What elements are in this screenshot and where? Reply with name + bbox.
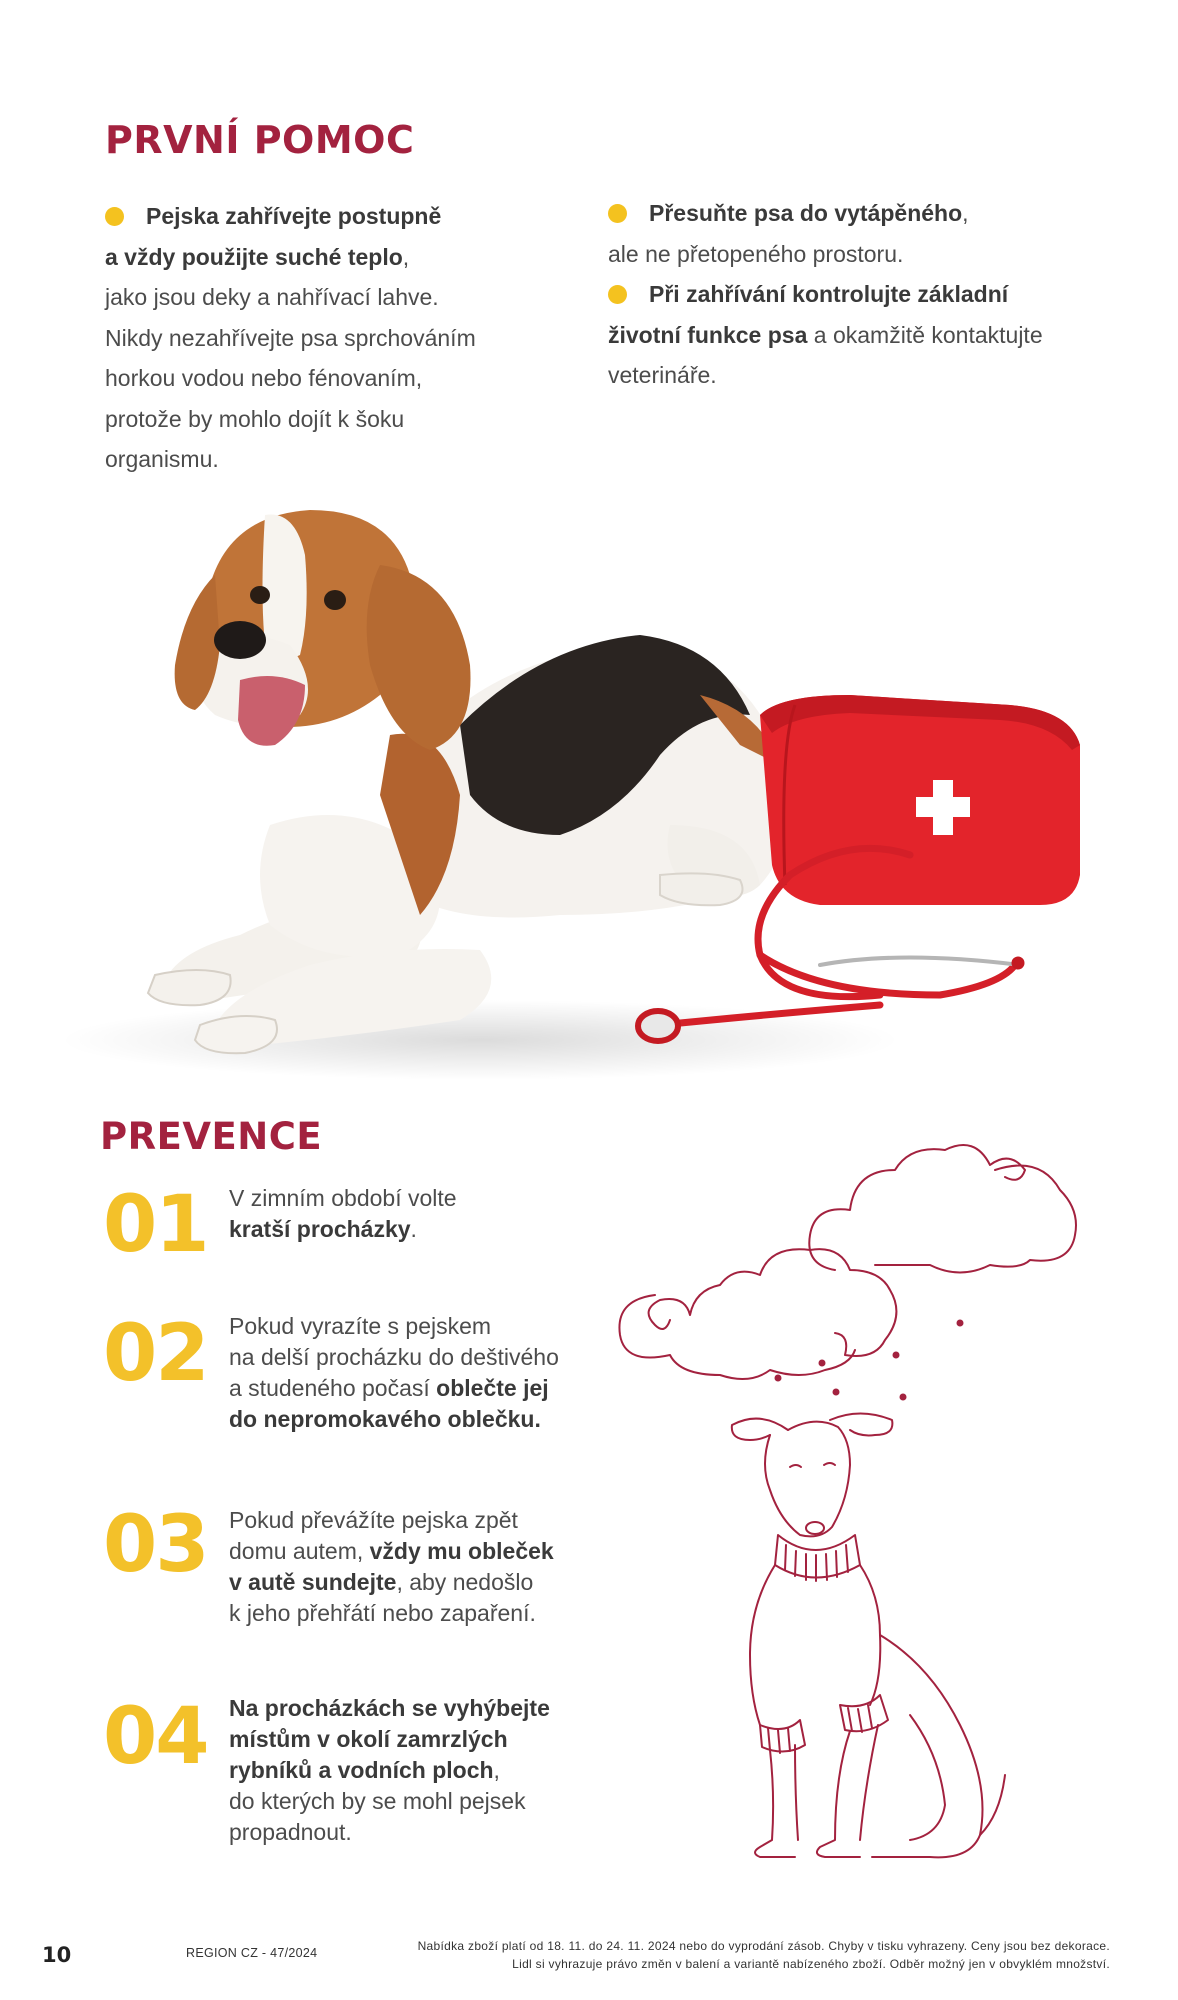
bullet-dot-icon [608,285,627,304]
bold-text: rybníků a vodních ploch [229,1757,494,1783]
line [229,1693,619,1724]
line: Nikdy nezahřívejte psa sprchováním [105,324,476,351]
line: Pokud převážíte pejska zpět [229,1507,518,1533]
line: propadnout. [229,1819,352,1845]
prevention-item-2 [229,1311,619,1435]
prevention-item-3 [229,1505,619,1629]
bullet-dot-icon [105,207,124,226]
bold-text: a vždy použijte suché teplo [105,243,403,270]
line: do kterých by se mohl pejsek [229,1788,526,1814]
section-title-prevention: PREVENCE [100,1115,323,1158]
bullet-dot-icon [608,204,627,223]
first-aid-kit-icon [760,695,1080,905]
disclaimer-line: Lidl si vyhrazuje právo změn v balení a variantě nabízeného zboží. Odběr možný jen v obvyklém množství. [512,1957,1110,1971]
line: organismu. [105,446,219,472]
line [229,1567,619,1598]
line: horkou vodou nebo fénovaním, [105,365,423,391]
step-number: 04 [103,1692,208,1782]
line: k jeho přehřátí nebo zapaření. [229,1600,536,1626]
first-aid-column-1 [105,196,575,480]
rain-drops-icon [775,1320,964,1401]
text: , [402,243,410,270]
disclaimer-line: Nabídka zboží platí od 18. 11. do 24. 11. 2024 nebo do vyprodání zásob. Chyby v tisku vyhrazeny. Ceny jsou bez dekorace. [417,1939,1110,1953]
line: veterináře. [608,362,717,388]
bold-text: Na procházkách se vyhýbejte [229,1695,550,1721]
line [105,196,575,237]
line: V zimním období volte [229,1185,457,1211]
cloud-icon [619,1249,896,1379]
line: na delší procházku do deštivého [229,1344,559,1370]
line [229,1404,619,1435]
section-title-first-aid: PRVNÍ POMOC [105,118,415,162]
line: protože by mohlo dojít k šoku [105,405,405,432]
bold-text: Pejska zahřívejte postupně [146,203,442,229]
line [229,1536,619,1567]
beagle-photo [60,495,1100,1105]
prevention-item-4 [229,1693,619,1848]
bold-text: Při zahřívání kontrolujte základní [649,281,1009,307]
line: Pokud vyrazíte s pejskem [229,1313,492,1339]
prevention-item-1 [229,1183,609,1245]
bold-text: oblečte jej [436,1375,549,1401]
line [608,315,1128,356]
page-number: 10 [42,1943,72,1967]
first-aid-column-2 [608,193,1128,396]
line [229,1214,609,1245]
bold-text: místům v okolí zamrzlých [229,1726,508,1752]
text: , [962,200,969,226]
line [105,237,575,278]
bold-text: kratší procházky [229,1216,411,1242]
line [608,193,1128,234]
bold-text: Přesuňte psa do vytápěného [649,200,963,226]
step-number: 03 [103,1500,208,1590]
dog-in-sweater-illustration [610,1095,1100,1875]
bold-text: vždy mu obleček [369,1538,554,1564]
bold-text: životní funkce psa [608,321,808,348]
text: a studeného počasí [229,1375,437,1401]
text: a okamžitě kontaktujte [807,321,1043,348]
disclaimer [380,1937,1110,1973]
line [608,274,1128,315]
bold-text: do nepromokavého oblečku. [229,1406,541,1432]
line [229,1373,619,1404]
region-label: REGION CZ - 47/2024 [186,1946,318,1960]
line [229,1724,619,1755]
bold-text: v autě sundejte [229,1569,397,1595]
line: ale ne přetopeného prostoru. [608,240,904,267]
line [229,1755,619,1786]
text: . [410,1216,417,1242]
text: domu autem, [229,1538,370,1564]
cloud-icon [809,1145,1076,1273]
line: jako jsou deky a nahřívací lahve. [105,284,439,310]
step-number: 01 [103,1180,208,1270]
step-number: 02 [103,1309,208,1399]
text: , [493,1757,500,1783]
text: , aby nedošlo [396,1569,534,1595]
